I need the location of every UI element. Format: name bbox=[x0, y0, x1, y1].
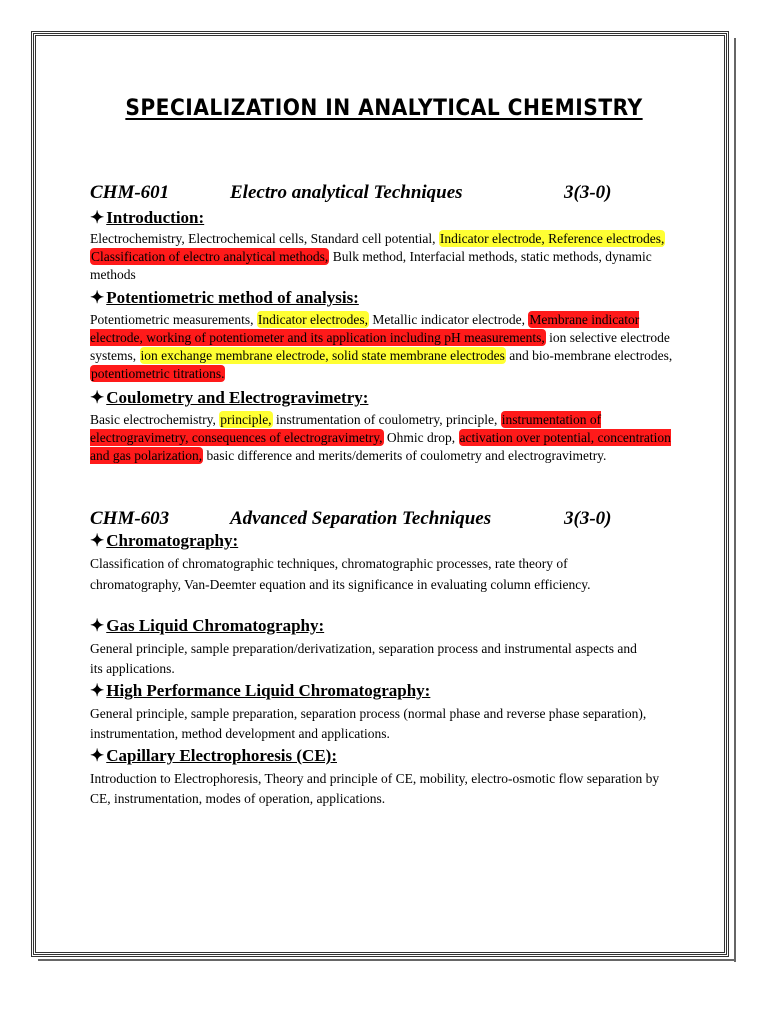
red-highlight: Classification of electro analytical methods, bbox=[91, 249, 329, 264]
page-shadow bbox=[734, 38, 736, 962]
course-credits: 3(3-0) bbox=[564, 182, 612, 203]
yellow-highlight: ion exchange membrane electrode, solid state membrane electrodes bbox=[140, 348, 505, 363]
page-border-inner bbox=[35, 35, 725, 953]
topic-description: Introduction to Electrophoresis, Theory and principle of CE, mobility, electro-osmotic flow separation by CE, instrumentation, modes of operation, applications. bbox=[90, 771, 660, 806]
topic-description: General principle, sample preparation/derivatization, separation process and instrumental aspects and its applications. bbox=[90, 641, 637, 676]
topic-heading: ✦ Chromatography: bbox=[90, 531, 239, 550]
course-code: CHM-603 bbox=[90, 508, 170, 529]
yellow-highlight: Indicator electrode, Reference electrodes, bbox=[439, 231, 665, 246]
topic-heading: ✦ High Performance Liquid Chromatography: bbox=[90, 681, 431, 700]
topic-heading: ✦ Gas Liquid Chromatography: bbox=[90, 616, 325, 635]
topic-description: Classification of chromatographic techniques, chromatographic processes, rate theory of chromatography, Van-Deemter equation and its significance in evaluating column efficiency. bbox=[90, 556, 591, 592]
red-highlight: instrumentation of electrogravimetry, consequences of electrogravimetry, bbox=[90, 412, 602, 445]
yellow-highlight: principle, bbox=[220, 412, 272, 427]
topic-description: Potentiometric measurements, Indicator electrodes, Metallic indicator electrode, Membrane indicator electrode, working of potentiometer and its application including pH measurements, ion selective electrode systems, ion exchange membrane electrode, solid state membrane electrodes and bio-membrane electrodes, potentiometric titrations. bbox=[90, 312, 673, 381]
topic-description: Basic electrochemistry, principle, instrumentation of coulometry, principle, instrumentation of electrogravimetry, consequences of electrogravimetry, Ohmic drop, activation over potential, concentration and gas polarization, basic difference and merits/demerits of coulometry and electrogravimetry. bbox=[90, 412, 671, 463]
page-shadow bbox=[38, 959, 736, 961]
topic-description: General principle, sample preparation, separation process (normal phase and reverse phase separation), instrumentation, method development and applications. bbox=[90, 706, 647, 741]
topic-heading: ✦ Potentiometric method of analysis: bbox=[90, 288, 359, 307]
topic-heading: ✦ Coulometry and Electrogravimetry: bbox=[90, 388, 369, 407]
four-pointed-star-icon: ✦ bbox=[90, 388, 105, 407]
course-name: Electro analytical Techniques bbox=[230, 182, 463, 203]
four-pointed-star-icon: ✦ bbox=[90, 681, 105, 700]
topic-heading: ✦ Introduction: bbox=[90, 208, 205, 227]
course-credits: 3(3-0) bbox=[564, 508, 612, 529]
topic-description: Electrochemistry, Electrochemical cells, Standard cell potential, Indicator electrode, Reference electrodes, Classification of electro analytical methods, Bulk method, Interfacial methods, static methods, dynamic methods bbox=[90, 231, 665, 282]
four-pointed-star-icon: ✦ bbox=[90, 531, 105, 550]
course-code: CHM-601 bbox=[90, 182, 170, 203]
four-pointed-star-icon: ✦ bbox=[90, 288, 105, 307]
red-highlight: potentiometric titrations. bbox=[91, 366, 225, 381]
course-name: Advanced Separation Techniques bbox=[230, 508, 492, 529]
document-title: SPECIALIZATION IN ANALYTICAL CHEMISTRY bbox=[125, 96, 643, 121]
four-pointed-star-icon: ✦ bbox=[90, 616, 105, 635]
four-pointed-star-icon: ✦ bbox=[90, 208, 105, 227]
four-pointed-star-icon: ✦ bbox=[90, 746, 105, 765]
red-highlight: activation over potential, concentration and gas polarization, bbox=[90, 430, 671, 463]
yellow-highlight: Indicator electrodes, bbox=[257, 312, 369, 327]
red-highlight: Membrane indicator electrode, working of potentiometer and its application including pH measurements, bbox=[90, 312, 640, 345]
topic-heading: ✦ Capillary Electrophoresis (CE): bbox=[90, 746, 337, 765]
